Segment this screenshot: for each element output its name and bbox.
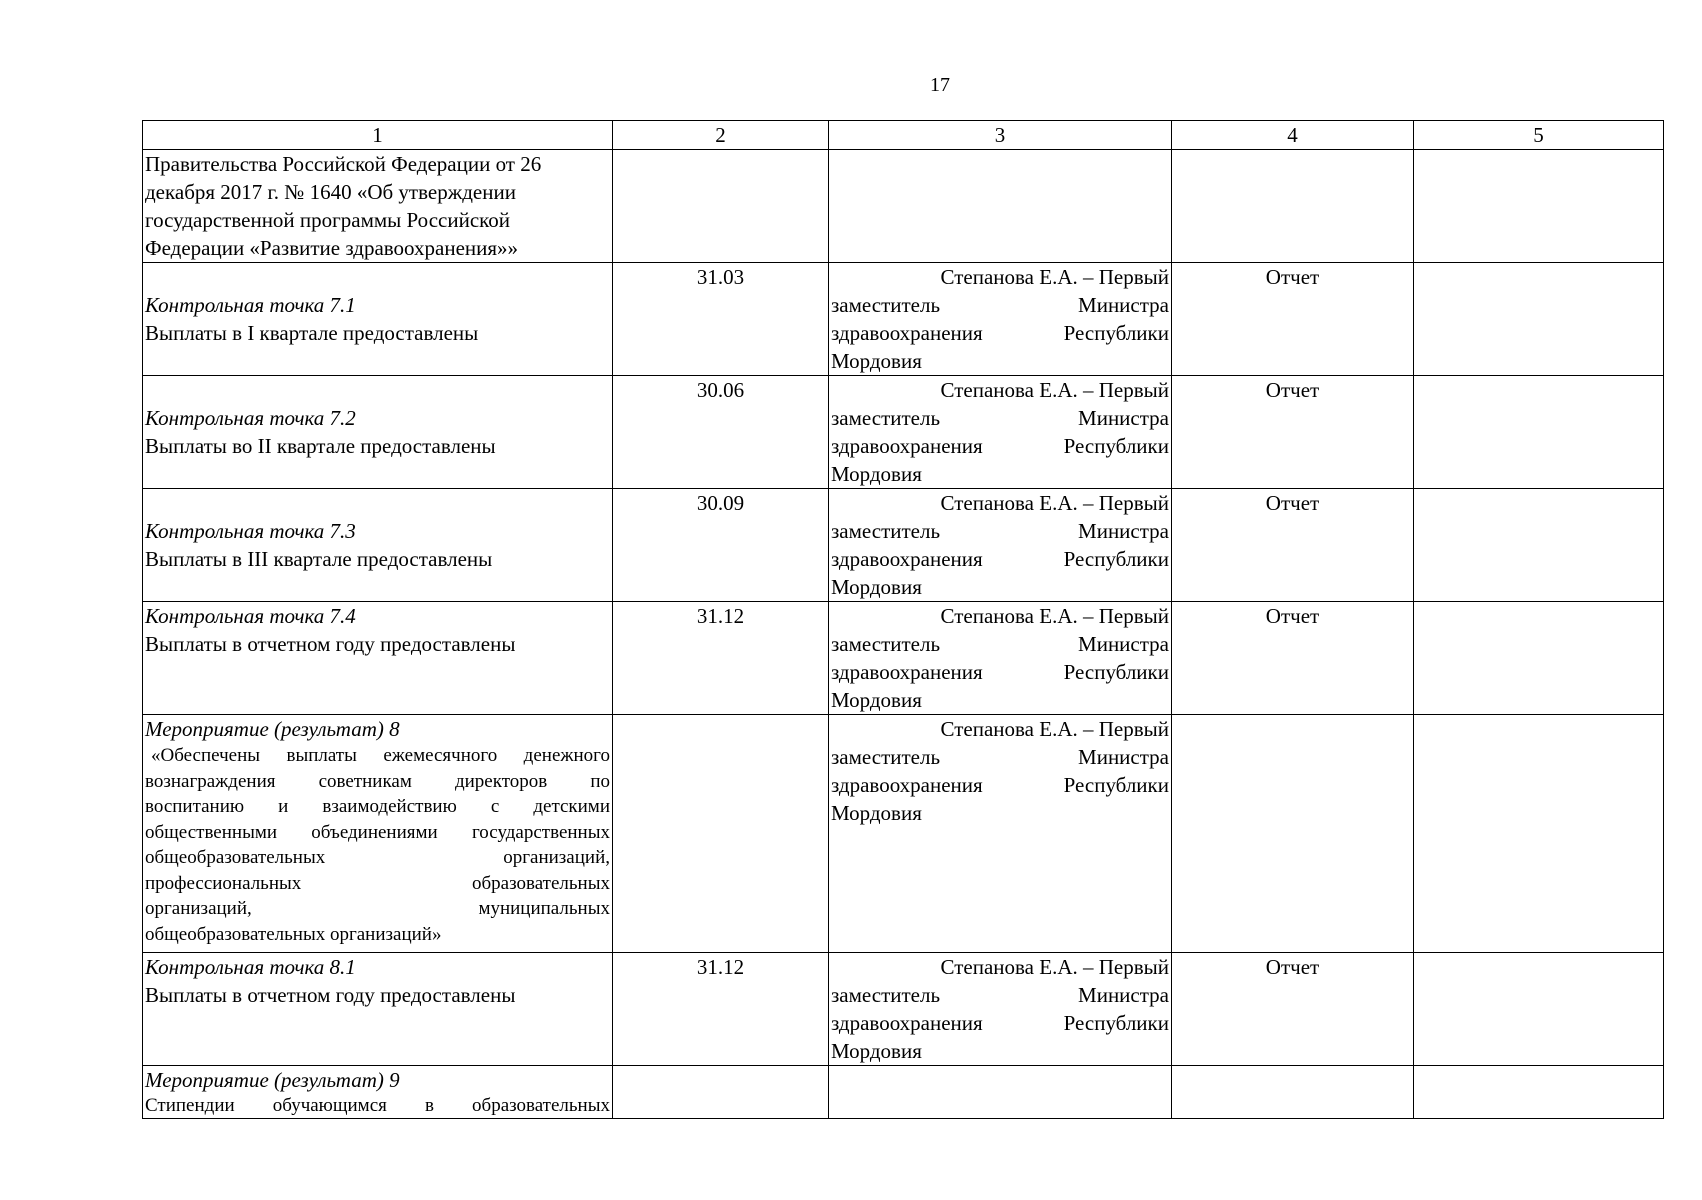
checkpoint-text: Выплаты в I квартале предоставлены	[145, 321, 479, 345]
checkpoint-label: Контрольная точка 7.3	[145, 519, 356, 543]
checkpoint-text: Выплаты в отчетном году предоставлены	[145, 983, 516, 1007]
text-line: декабря 2017 г. № 1640 «Об утверждении	[145, 180, 516, 204]
checkpoint-label: Контрольная точка 7.1	[145, 293, 356, 317]
responsible-cell: Степанова Е.А. – Первый заместитель Министра здравоохранения Республики Мордовия	[829, 376, 1172, 489]
text-line: государственной программы Российской	[145, 208, 511, 232]
checkpoint-label: Контрольная точка 7.2	[145, 406, 356, 430]
table-row	[143, 489, 1664, 602]
checkpoint-text: Выплаты в отчетном году предоставлены	[145, 632, 516, 656]
document-type-cell: Отчет	[1172, 489, 1414, 602]
text-line: Правительства Российской Федерации от 26	[145, 152, 542, 176]
checkpoint-label: Контрольная точка 8.1	[145, 955, 356, 979]
deadline-cell: 31.12	[613, 953, 829, 1066]
table-row	[143, 602, 1664, 715]
responsible-cell: Степанова Е.А. – Первый заместитель Министра здравоохранения Республики Мордовия	[829, 953, 1172, 1066]
text-line: Федерации «Развитие здравоохранения»»	[145, 236, 519, 260]
column-header: 1	[143, 121, 613, 150]
table-row	[143, 263, 1664, 376]
table-row	[143, 953, 1664, 1066]
table-row	[143, 715, 1664, 953]
deadline-cell: 31.03	[613, 263, 829, 376]
checkpoint-label: Контрольная точка 7.4	[145, 604, 356, 628]
document-type-cell: Отчет	[1172, 263, 1414, 376]
event-label: Мероприятие (результат) 8	[145, 717, 400, 741]
table-header-row	[143, 121, 1664, 150]
event-description: «Обеспечены выплаты ежемесячного денежного вознаграждения советникам директоров по воспитанию и взаимодействию с детскими общественными объединениями государственных общеобразовательных организаций, профессиональных образовательных организаций, муниципальных общеобразовательных организаций»	[145, 745, 610, 945]
document-type-cell: Отчет	[1172, 376, 1414, 489]
event-description: Стипендии обучающимся в образовательных	[145, 1095, 610, 1116]
deadline-cell: 31.12	[613, 602, 829, 715]
plan-table	[142, 120, 1664, 1119]
responsible-cell: Степанова Е.А. – Первый заместитель Министра здравоохранения Республики Мордовия	[829, 602, 1172, 715]
deadline-cell: 30.06	[613, 376, 829, 489]
document-type-cell: Отчет	[1172, 953, 1414, 1066]
checkpoint-text: Выплаты в III квартале предоставлены	[145, 547, 493, 571]
column-header: 5	[1414, 121, 1664, 150]
checkpoint-text: Выплаты во II квартале предоставлены	[145, 434, 496, 458]
document-type-cell: Отчет	[1172, 602, 1414, 715]
deadline-cell: 30.09	[613, 489, 829, 602]
intro-text-cell	[143, 150, 613, 263]
column-header: 3	[829, 121, 1172, 150]
responsible-cell: Степанова Е.А. – Первый заместитель Министра здравоохранения Республики Мордовия	[829, 263, 1172, 376]
column-header: 2	[613, 121, 829, 150]
table-row	[143, 376, 1664, 489]
event-label: Мероприятие (результат) 9	[145, 1068, 400, 1092]
responsible-cell: Степанова Е.А. – Первый заместитель Министра здравоохранения Республики Мордовия	[829, 715, 1172, 953]
responsible-cell: Степанова Е.А. – Первый заместитель Министра здравоохранения Республики Мордовия	[829, 489, 1172, 602]
page-number: 17	[930, 74, 950, 96]
table-row	[143, 1066, 1664, 1119]
column-header: 4	[1172, 121, 1414, 150]
table-row	[143, 150, 1664, 263]
